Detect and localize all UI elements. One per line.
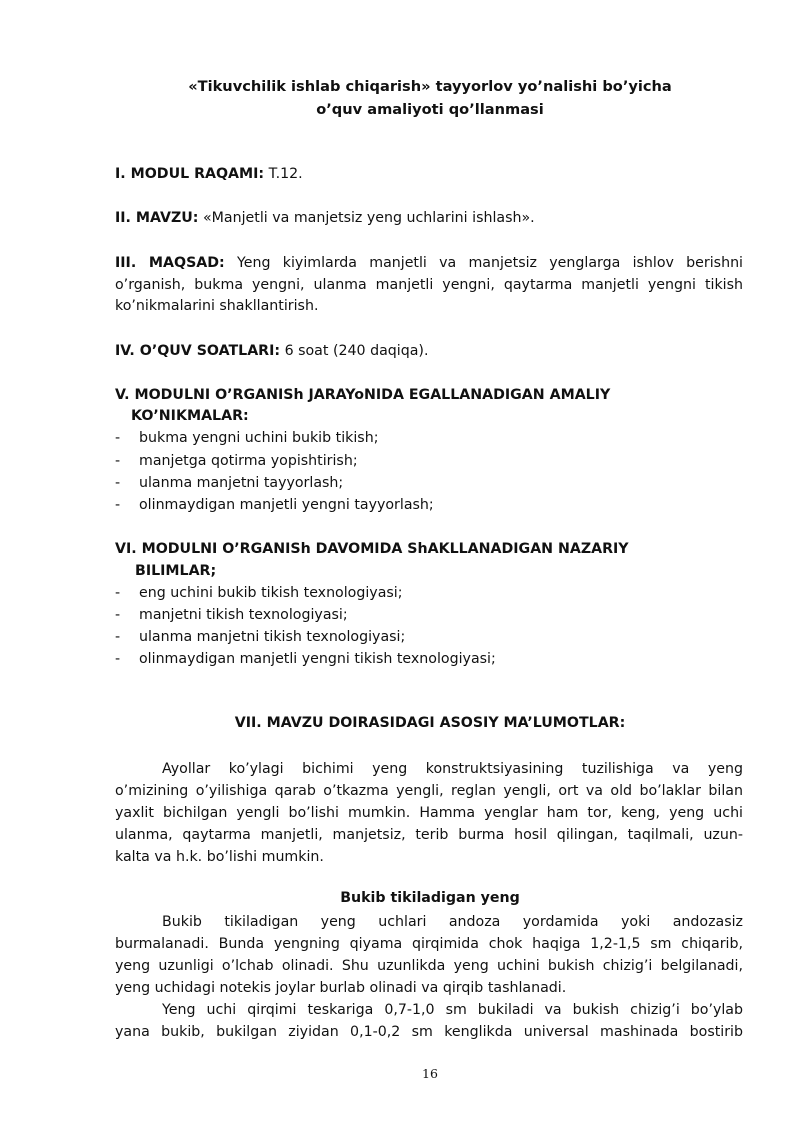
page-number: 16 xyxy=(422,1066,438,1081)
paragraph-line: burmalanadi. Bunda yengning qiyama qirqimida chok haqiga 1,2-1,5 sm chiqarib, xyxy=(115,936,743,952)
maqsad-line2: o’rganish, bukma yengni, ulanma manjetli yengni, qaytarma manjetli yengni tikish xyxy=(115,277,743,293)
list-item: - olinmaydigan manjetli yengni tayyorlash; xyxy=(115,497,434,513)
mavzu xyxy=(115,208,743,230)
modul-label: I. MODUL RAQAMI: xyxy=(115,166,265,182)
paragraph-line: Bukib tikiladigan yeng uchlari andoza yordamida yoki andozasiz xyxy=(162,914,743,930)
oquv-soatlari xyxy=(115,341,743,363)
paragraph-line: yeng uchidagi notekis joylar burlab olinadi va qirqib tashlanadi. xyxy=(115,980,567,996)
section-v-heading-line2: KO’NIKMALAR: xyxy=(131,408,249,424)
list-item: - manjetni tikish texnologiyasi; xyxy=(115,607,348,623)
section-vii-heading: VII. MAVZU DOIRASIDAGI ASOSIY MA’LUMOTLAR: xyxy=(234,715,626,731)
document-title-line2: o’quv amaliyoti qo’llanmasi xyxy=(316,101,544,118)
soat-value: 6 soat (240 daqiqa). xyxy=(280,343,429,359)
paragraph-line: Yeng uchi qirqimi teskariga 0,7-1,0 sm bukiladi va bukish chizig’i bo’ylab xyxy=(162,1002,743,1018)
section-vi-heading-line1: VI. MODULNI O’RGANISh DAVOMIDA ShAKLLANADIGAN NAZARIY xyxy=(115,541,629,557)
paragraph-line: yana bukib, bukilgan ziyidan 0,1-0,2 sm kenglikda universal mashinada bostirib xyxy=(115,1024,743,1040)
soat-label: IV. O’QUV SOATLARI: xyxy=(115,343,281,359)
maqsad-text1: Yeng kiyimlarda manjetli va manjetsiz yenglarga ishlov berishni xyxy=(224,255,743,271)
list-item: - olinmaydigan manjetli yengni tikish texnologiyasi; xyxy=(115,651,496,667)
paragraph-line: ulanma, qaytarma manjetli, manjetsiz, terib burma hosil qilingan, taqilmali, uzun- xyxy=(115,827,743,843)
section-v-heading-line1: V. MODULNI O’RGANISh JARAYoNIDA EGALLANADIGAN AMALIY xyxy=(115,387,611,403)
paragraph-line: Ayollar ko’ylagi bichimi yeng konstruktsiyasining tuzilishiga va yeng xyxy=(162,761,743,777)
document-title-line1: «Tikuvchilik ishlab chiqarish» tayyorlov yo’nalishi bo’yicha xyxy=(188,78,672,95)
maqsad-line3: ko’nikmalarini shakllantirish. xyxy=(115,298,319,314)
paragraph-line: o’mizining o’yilishiga qarab o’tkazma yengli, reglan yengli, ort va old bo’laklar bilan xyxy=(115,783,743,799)
mavzu-label: II. MAVZU: xyxy=(115,210,199,226)
modul-raqami xyxy=(115,164,743,186)
subheading-bukib: Bukib tikiladigan yeng xyxy=(340,890,520,906)
maqsad-line1 xyxy=(115,253,743,275)
paragraph-line: yaxlit bichilgan yengli bo’lishi mumkin. Hamma yenglar ham tor, keng, yeng uchi xyxy=(115,805,743,821)
list-item: - ulanma manjetni tayyorlash; xyxy=(115,475,344,491)
list-item: - ulanma manjetni tikish texnologiyasi; xyxy=(115,629,406,645)
section-vi-heading-line2: BILIMLAR; xyxy=(135,563,217,579)
paragraph-line: yeng uzunligi o’lchab olinadi. Shu uzunlikda yeng uchini bukish chizig’i belgilanadi, xyxy=(115,958,743,974)
list-item: - manjetga qotirma yopishtirish; xyxy=(115,453,358,469)
maqsad-label: III. MAQSAD: xyxy=(115,255,225,271)
paragraph-line: kalta va h.k. bo’lishi mumkin. xyxy=(115,849,324,865)
list-item: - eng uchini bukib tikish texnologiyasi; xyxy=(115,585,403,601)
modul-value: T.12. xyxy=(264,166,303,182)
list-item: - bukma yengni uchini bukib tikish; xyxy=(115,430,379,446)
mavzu-value: «Manjetli va manjetsiz yeng uchlarini ishlash». xyxy=(198,210,535,226)
